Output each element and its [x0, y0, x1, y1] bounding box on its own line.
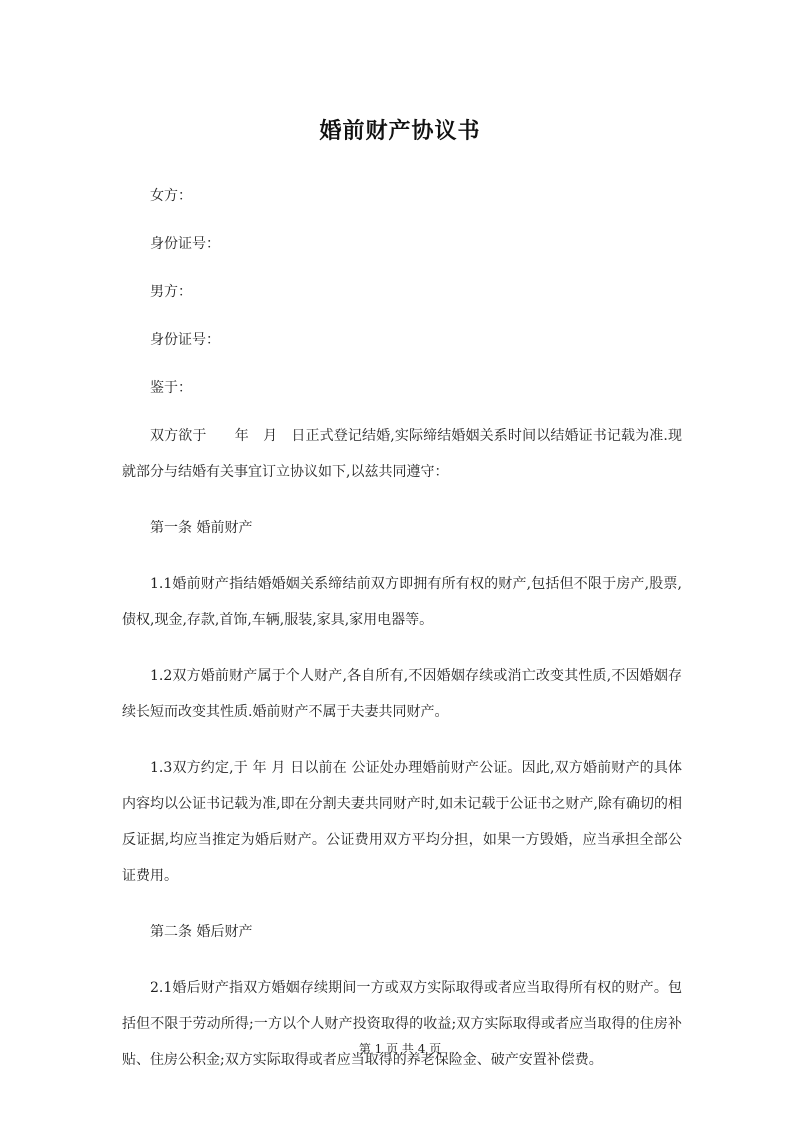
female-id-field: 身份证号：	[150, 236, 220, 252]
clause-1-1: 1.1婚前财产指结婚婚姻关系缔结前双方即拥有所有权的财产,包括但不限于房产,股票,债权,现金,存款,首饰,车辆,服装,家具,家用电器等。	[122, 576, 682, 628]
clause-1-2: 1.2双方婚前财产属于个人财产,各自所有,不因婚姻存续或消亡改变其性质,不因婚姻存续长短而改变其性质.婚前财产不属于夫妻共同财产。	[122, 668, 682, 720]
male-party-field: 男方：	[150, 284, 192, 300]
section-2-heading: 第二条 婚后财产	[150, 924, 253, 940]
clause-1-3: 1.3双方约定,于 年 月 日以前在 公证处办理婚前财产公证。因此,双方婚前财产的具体内容均以公证书记载为准,即在分割夫妻共同财产时,如未记载于公证书之财产,除有确切的相反证据,均应当推定为婚后财产。公证费用双方平均分担，如果一方毁婚，应当承担全部公证费用。	[122, 760, 682, 884]
intro-paragraph: 双方欲于 年 月 日正式登记结婚,实际缔结婚姻关系时间以结婚证书记载为准.现就部分与结婚有关事宜订立协议如下,以兹共同遵守：	[122, 428, 682, 480]
section-1-heading: 第一条 婚前财产	[150, 520, 253, 536]
page-number: 第 1 页 共 4 页	[358, 1042, 442, 1056]
female-party-field: 女方：	[150, 188, 192, 204]
document-body	[122, 186, 682, 1098]
male-id-field: 身份证号：	[150, 332, 220, 348]
document-title: 婚前财产协议书	[319, 119, 481, 144]
whereas-field: 鉴于：	[150, 380, 192, 396]
clause-2-1: 2.1婚后财产指双方婚姻存续期间一方或双方实际取得或者应当取得所有权的财产。包括但不限于劳动所得;一方以个人财产投资取得的收益;双方实际取得或者应当取得的住房补贴、住房公积金;双方实际取得或者应当取得的养老保险金、破产安置补偿费。	[122, 980, 682, 1068]
